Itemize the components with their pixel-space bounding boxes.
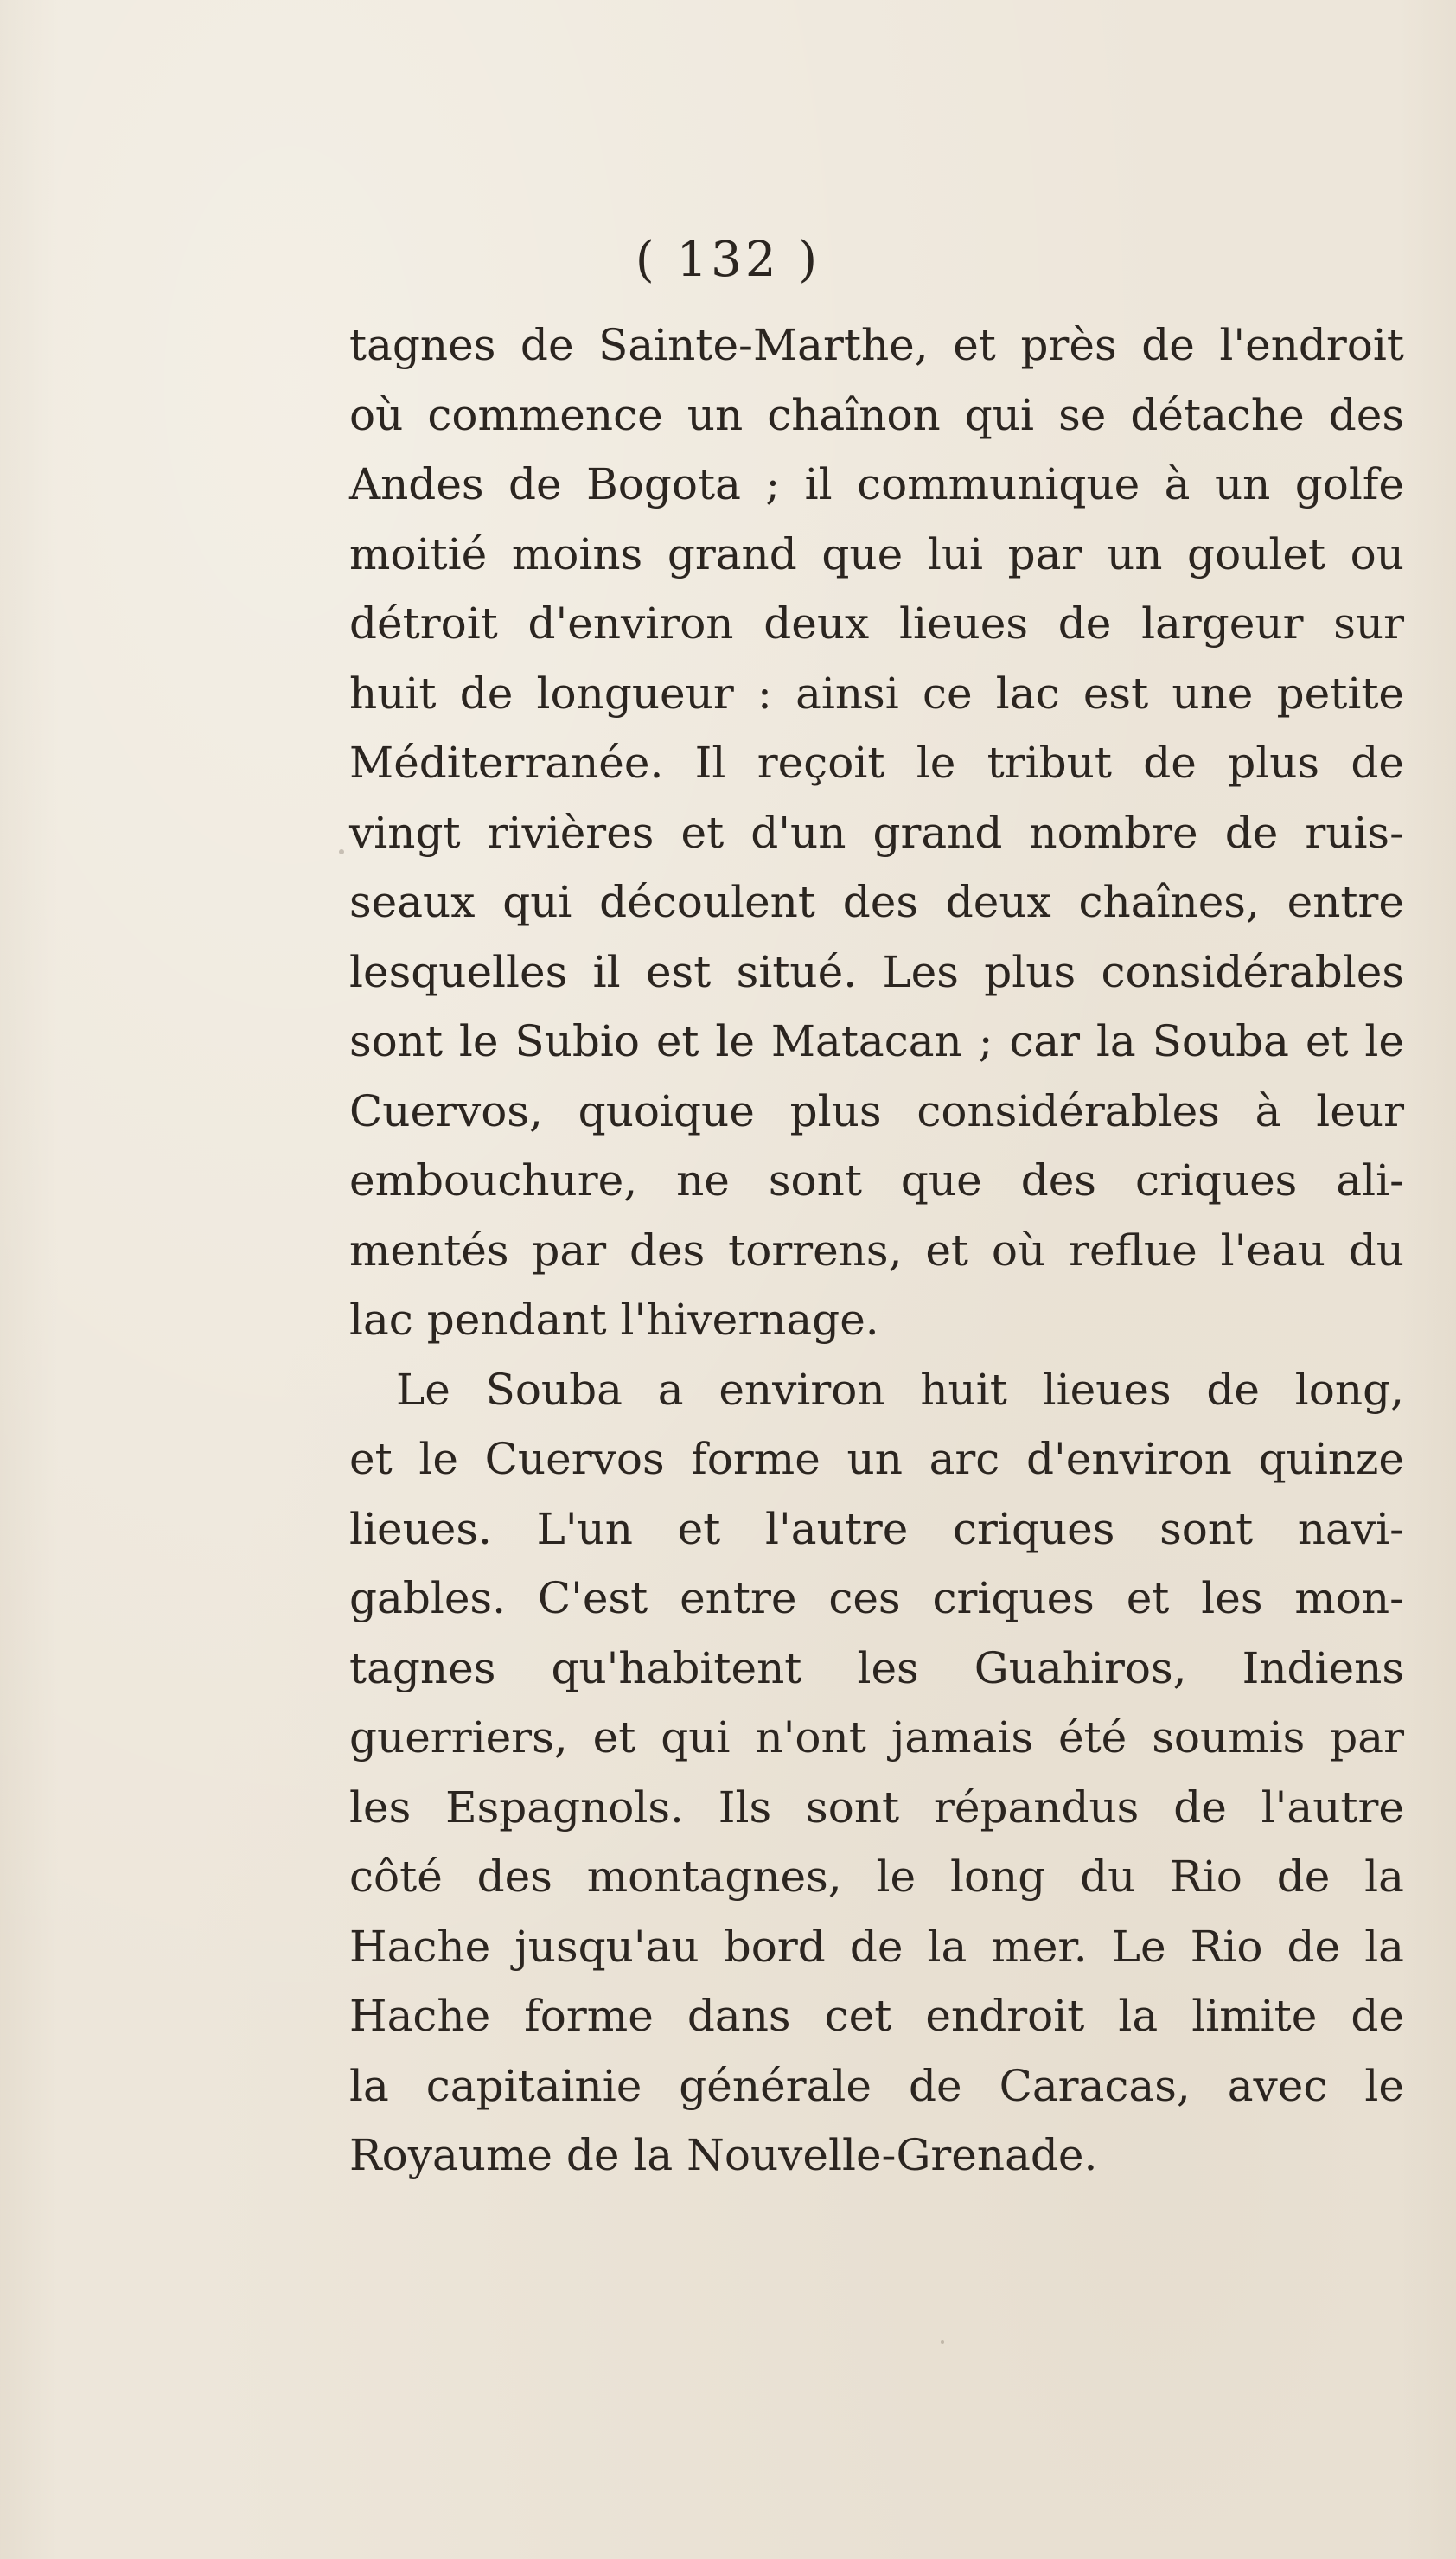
text-line: tagnes qu'habitent les Guahiros, Indiens (349, 1642, 1404, 1693)
text-line: huit de longueur : ainsi ce lac est une petite (349, 668, 1404, 719)
text-line: Andes de Bogota ; il communique à un golfe (349, 459, 1404, 509)
text-line: détroit d'environ deux lieues de largeur sur (349, 598, 1404, 649)
text-line: Hache jusqu'au bord de la mer. Le Rio de la (349, 1921, 1404, 1972)
text-line: seaux qui découlent des deux chaînes, entre (349, 877, 1404, 927)
text-line: embouchure, ne sont que des criques ali- (349, 1155, 1404, 1206)
text-line: Cuervos, quoique plus considérables à leur (349, 1085, 1404, 1136)
body-text (349, 310, 1404, 2191)
text-line: côté des montagnes, le long du Rio de la (349, 1852, 1404, 1902)
text-line: tagnes de Sainte-Marthe, et près de l'endroit (349, 320, 1404, 370)
text-line: la capitainie générale de Caracas, avec le (349, 2060, 1404, 2111)
paragraph-2 (349, 1355, 1404, 2191)
text-line: où commence un chaînon qui se détache des (349, 389, 1404, 440)
text-line: Hache forme dans cet endroit la limite de (349, 1991, 1404, 2041)
text-line: lesquelles il est situé. Les plus considérables (349, 946, 1404, 997)
text-line: Méditerranée. Il reçoit le tribut de plus de (349, 738, 1404, 788)
text-line: et le Cuervos forme un arc d'environ quinze (349, 1434, 1404, 1484)
text-line: vingt rivières et d'un grand nombre de ruis- (349, 807, 1404, 858)
text-line: moitié moins grand que lui par un goulet ou (349, 528, 1404, 579)
paper-speck (941, 2340, 944, 2344)
paragraph-1 (349, 310, 1404, 1355)
paper-speck (339, 849, 344, 854)
text-line: les Espagnols. Ils sont répandus de l'autre (349, 1782, 1404, 1833)
page-number: ( 132 ) (635, 232, 821, 288)
text-line: lieues. L'un et l'autre criques sont navi- (349, 1503, 1404, 1554)
text-line: sont le Subio et le Matacan ; car la Souba et le (349, 1016, 1404, 1066)
text-line: Royaume de la Nouvelle-Grenade. (349, 2130, 1098, 2180)
paper-speck (500, 1823, 502, 1826)
text-line: lac pendant l'hivernage. (349, 1295, 879, 1345)
text-line: Le Souba a environ huit lieues de long, (396, 1364, 1404, 1415)
text-line: gables. C'est entre ces criques et les mon- (349, 1573, 1404, 1623)
text-line: guerriers, et qui n'ont jamais été soumis par (349, 1712, 1404, 1763)
text-line: mentés par des torrens, et où reflue l'eau du (349, 1225, 1404, 1276)
